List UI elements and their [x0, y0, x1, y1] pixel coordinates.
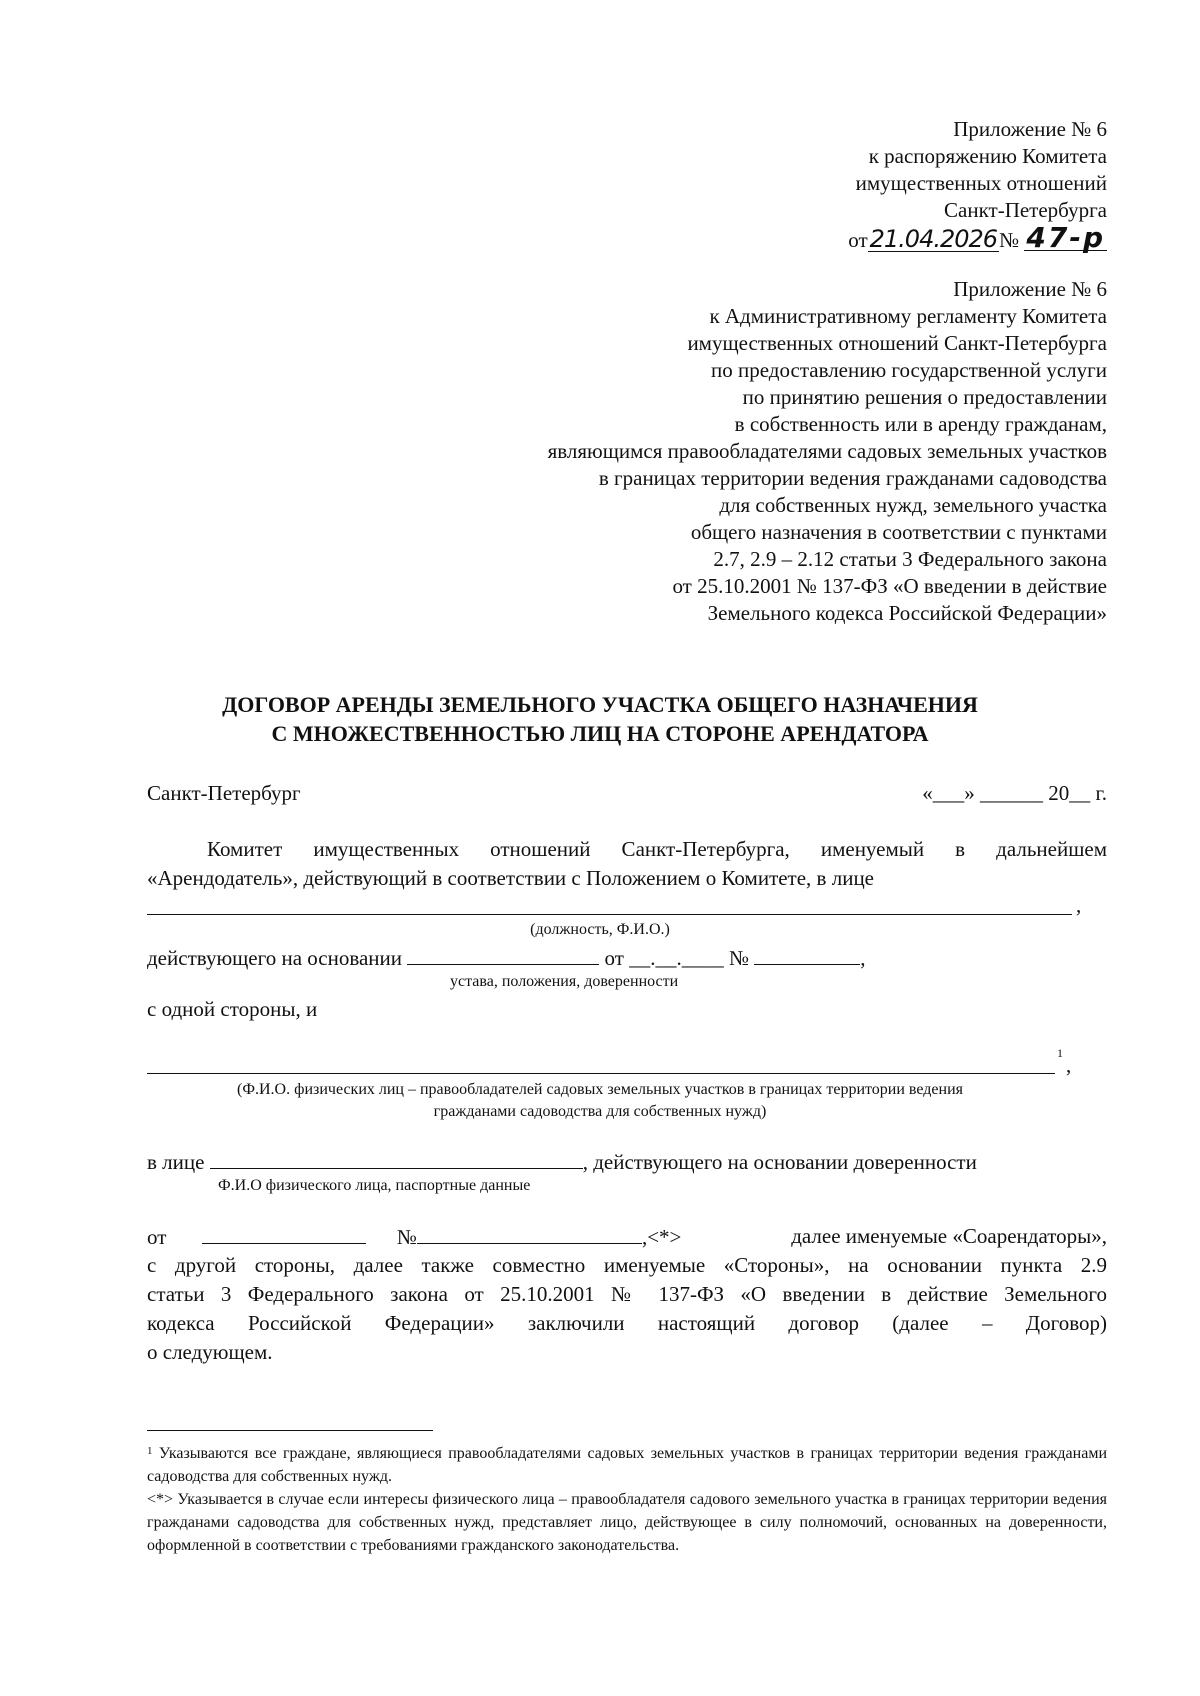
- date-prefix: от: [848, 228, 868, 252]
- persons-comma: ,: [1066, 1053, 1072, 1077]
- proxy-date-fill: [202, 1223, 366, 1244]
- representative-prefix: в лице: [147, 1150, 205, 1174]
- footnote-2-text: Указывается в случае если интересы физического лица – правообладателя садового земельного участка в границах территории ведения гражданами садоводства для собственных нужд, представляет лицо, действующее в силу полномочий, основанных на доверенности, оформленной в соответствии с требованиями гражданского законодательства.: [147, 1491, 1107, 1554]
- position-comma: ,: [1076, 893, 1082, 917]
- header2-line: для собственных нужд, земельного участка: [719, 493, 1107, 517]
- header1-line: к распоряжению Комитета: [868, 144, 1107, 168]
- title-line-2: С МНОЖЕСТВЕННОСТЬЮ ЛИЦ НА СТОРОНЕ АРЕНДАТОРА: [271, 721, 929, 746]
- appendix-order-header: [848, 116, 1107, 254]
- basis-number-sign: №: [728, 946, 749, 970]
- representative-suffix: , действующего на основании доверенности: [582, 1150, 977, 1174]
- basis-number-fill: [754, 944, 860, 965]
- order-date-number: [848, 221, 1107, 254]
- caption-representative: Ф.И.О физического лица, паспортные данные: [218, 1177, 531, 1194]
- header2-line: имущественных отношений Санкт-Петербурга: [687, 331, 1107, 355]
- representative-line: [147, 1148, 977, 1176]
- proxy-line-5: о следующем.: [147, 1340, 273, 1364]
- header2-line: 2.7, 2.9 – 2.12 статьи 3 Федерального закона: [713, 547, 1107, 571]
- basis-from: от: [604, 946, 624, 970]
- number-prefix: №: [999, 228, 1020, 252]
- header1-line: имущественных отношений: [855, 171, 1107, 195]
- footnote-ref-1: 1: [1057, 1046, 1063, 1060]
- footnote-separator: [147, 1430, 433, 1431]
- footnote-2-mark: <*>: [147, 1491, 174, 1508]
- footnote-1-text: Указываются все граждане, являющиеся правообладателями садовых земельных участков в границах территории ведения гражданами садоводства для собственных нужд.: [147, 1445, 1108, 1485]
- header2-line: в собственность или в аренду гражданам,: [734, 412, 1107, 436]
- contract-place: Санкт-Петербург: [147, 781, 301, 805]
- title-line-1: ДОГОВОР АРЕНДЫ ЗЕМЕЛЬНОГО УЧАСТКА ОБЩЕГО НАЗНАЧЕНИЯ: [222, 692, 978, 717]
- caption-persons-1: (Ф.И.О. физических лиц – правообладателей садовых земельных участков в границах территории ведения: [237, 1081, 963, 1098]
- proxy-line-3: статьи 3 Федерального закона от 25.10.2001 № 137-ФЗ «О введении в действие Земельного: [147, 1282, 1107, 1306]
- intro-line-1: [147, 836, 1107, 863]
- persons-fill-line: [147, 1073, 1055, 1074]
- representative-fill: [210, 1148, 583, 1169]
- one-side-text: с одной стороны, и: [147, 997, 318, 1021]
- proxy-number-fill: [417, 1223, 642, 1244]
- handwritten-number: 47-р: [1026, 221, 1105, 254]
- proxy-mark: ,<*>: [641, 1225, 682, 1249]
- header2-line: Земельного кодекса Российской Федерации»: [707, 601, 1107, 625]
- header2-line: в границах территории ведения гражданами садоводства: [598, 466, 1107, 490]
- position-fill-line: [147, 914, 1072, 915]
- basis-fill: [407, 944, 599, 965]
- proxy-line-1-rest: далее именуемые «Соарендаторы»,: [791, 1224, 1107, 1248]
- header2-line: по принятию решения о предоставлении: [742, 385, 1107, 409]
- proxy-from: от: [147, 1225, 167, 1249]
- basis-prefix: действующего на основании: [147, 946, 403, 970]
- proxy-line-2: с другой стороны, далее также совместно именуемые «Стороны», на основании пункта 2.9: [147, 1253, 1107, 1277]
- proxy-num: №: [396, 1225, 417, 1249]
- header2-line: общего назначения в соответствии с пунктами: [690, 520, 1107, 544]
- header2-line: по предоставлению государственной услуги: [711, 358, 1107, 382]
- basis-date-blank: __.__.____: [629, 946, 724, 970]
- handwritten-date: 21.04.2026: [869, 225, 998, 253]
- contract-date: «___» ______ 20__ г.: [922, 781, 1107, 805]
- document-title: [0, 690, 1200, 748]
- basis-line: [147, 944, 865, 972]
- intro-line-2: «Арендодатель», действующий в соответствии с Положением о Комитете, в лице: [147, 866, 875, 890]
- header2-line: являющимся правообладателями садовых земельных участков: [547, 439, 1107, 463]
- header2-line: от 25.10.2001 № 137-ФЗ «О введении в действие: [672, 574, 1107, 598]
- header1-line: Приложение № 6: [953, 117, 1107, 141]
- proxy-line-1: [147, 1223, 1107, 1251]
- header2-line: Приложение № 6: [953, 277, 1107, 301]
- caption-basis: устава, положения, доверенности: [450, 973, 679, 990]
- footnote-1: [147, 1442, 1107, 1488]
- header1-line: Санкт-Петербурга: [944, 198, 1107, 222]
- basis-comma: ,: [860, 946, 866, 970]
- intro-text-1: Комитет имущественных отношений Санкт-Петербурга, именуемый в дальнейшем: [207, 837, 1107, 861]
- caption-position: (должность, Ф.И.О.): [530, 921, 670, 938]
- appendix-regulation-header: [548, 276, 1107, 627]
- caption-persons-2: гражданами садоводства для собственных нужд): [433, 1103, 767, 1120]
- footnote-1-mark: 1: [147, 1445, 153, 1457]
- header2-line: к Административному регламенту Комитета: [709, 304, 1107, 328]
- proxy-line-4: кодекса Российской Федерации» заключили настоящий договор (далее – Договор): [147, 1311, 1107, 1335]
- footnote-2: [147, 1488, 1107, 1557]
